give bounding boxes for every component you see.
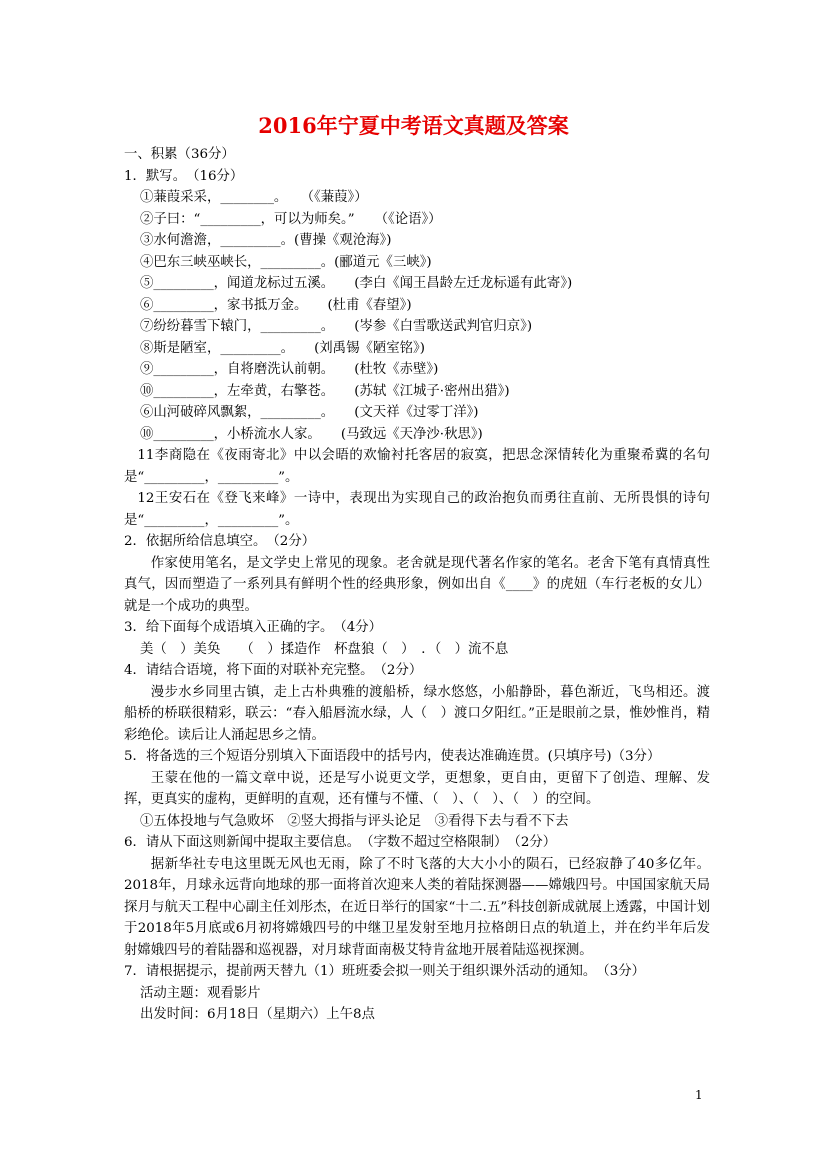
text-line: ①蒹葭采采，________。 （《蒹葭》）	[140, 190, 368, 205]
document-title: 2016年宁夏中考语文真题及答案	[258, 113, 569, 138]
text-line: ③水何澹澹，_________。(曹操《观沧海》)	[140, 233, 392, 248]
text-line: 11李商隐在《夜雨寄北》中以会晤的欢愉衬托客居的寂寞，把思念深情转化为重聚希冀的名句是“_________，_________”。	[124, 448, 710, 485]
text-line: ⑩_________，左牵黄，右擎苍。 (苏轼《江城子·密州出猎》)	[140, 383, 510, 399]
document-body	[124, 144, 710, 1026]
text-line: 作家使用笔名，是文学史上常见的现象。老舍就是现代著名作家的笔名。老舍下笔有真情真性真气，因而塑造了一系列具有鲜明个性的经典形象，例如出自《____》的虎妞（车行老板的女儿）就是一个成功的典型。	[124, 555, 710, 614]
text-line: ⑨_________，自将磨洗认前朝。 (杜牧《赤壁》)	[140, 362, 439, 377]
text-line: ⑥山河破碎风飘絮，_________。 (文天祥《过零丁洋》)	[140, 405, 479, 420]
text-line: 6．请从下面这则新闻中提取主要信息。 （字数不超过空格限制） （2分）	[124, 835, 557, 850]
text-line: 活动主题：观看影片	[140, 985, 261, 1001]
text-line: 一、积累（36分）	[124, 147, 235, 162]
text-line: 王蒙在他的一篇文章中说，还是写小说更文学，更想象，更自由，更留下了创造、理解、发挥，更真实的虚构，更鲜明的直观，还有懂与不懂、（ ）、（ ）、（ ）的空间。	[124, 770, 710, 807]
page-number: 1	[695, 1088, 703, 1102]
text-line: 2．依据所给信息填空。 （2分）	[124, 534, 316, 549]
text-line: 出发时间：6月18日（星期六）上午8点	[140, 1007, 375, 1022]
text-line: 3．给下面每个成语填入正确的字。 （4分）	[124, 620, 383, 635]
text-line: ⑥_________，家书抵万金。 (杜甫《春望》)	[140, 297, 412, 313]
text-line: 12王安石在《登飞来峰》一诗中，表现出为实现自己的政治抱负而勇往直前、无所畏惧的诗句是“_________，_________”。	[124, 491, 710, 528]
text-line: 据新华社专电这里既无风也无雨，除了不时飞落的大大小小的陨石，已经寂静了40多亿年。2018年，月球永远背向地球的那一面将首次迎来人类的着陆探测器——嫦娥四号。中国国家航天局探月与航天工程中心副主任刘彤杰，在近日举行的国家“十二.五”科技创新成就展上透露，中国计划于2018年5月底或6月初将嫦娥四号的中继卫星发射至地月拉格朗日点的轨道上，并在约半年后发射嫦娥四号的着陆器和巡视器，对月球背面南极艾特肯盆地开展着陆巡视探测。	[124, 856, 710, 958]
text-line: 4．请结合语境，将下面的对联补充完整。 （2分）	[124, 663, 423, 678]
text-line: ②子曰：“_________，可以为师矣。” （《论语》）	[140, 211, 442, 227]
text-line: 5．将备选的三个短语分别填入下面语段中的括号内，使表达准确连贯。(只填序号)（3分）	[124, 749, 661, 764]
text-line: ①五体投地与气急败坏 ②竖大拇指与评头论足 ③看得下去与看不下去	[140, 813, 569, 829]
text-line: ④巴东三峡巫峡长，_________。(郦道元《三峡》)	[140, 254, 432, 270]
text-line: ⑦纷纷暮雪下辕门，_________。 (岑参《白雪歌送武判官归京》)	[140, 319, 533, 334]
text-line: ⑧斯是陋室，_________。 (刘禹锡《陋室铭》)	[140, 340, 425, 356]
text-line: ⑩_________，小桥流水人家。 (马致远《天净沙·秋思》)	[140, 426, 483, 442]
text-line: 美（ ）美奂 （ ）揉造作 杯盘狼（ ） ．（ ）流不息	[140, 641, 509, 657]
text-line: 漫步水乡同里古镇，走上古朴典雅的渡船桥，绿水悠悠，小船静卧，暮色渐近，飞鸟相还。渡船桥的桥联很精彩，联云：“春入船唇流水绿，人（ ）渡口夕阳红。”正是眼前之景，惟妙惟肖，精彩绝伦。读后让人涌起思乡之情。	[124, 684, 710, 743]
text-line: 1．默写。 （16分）	[124, 168, 244, 184]
text-line: 7．请根据提示，提前两天替九（1）班班委会拟一则关于组织课外活动的通知。 （3分）	[124, 964, 645, 979]
text-line: ⑤_________，闻道龙标过五溪。 (李白《闻王昌龄左迁龙标遥有此寄》)	[140, 276, 573, 291]
